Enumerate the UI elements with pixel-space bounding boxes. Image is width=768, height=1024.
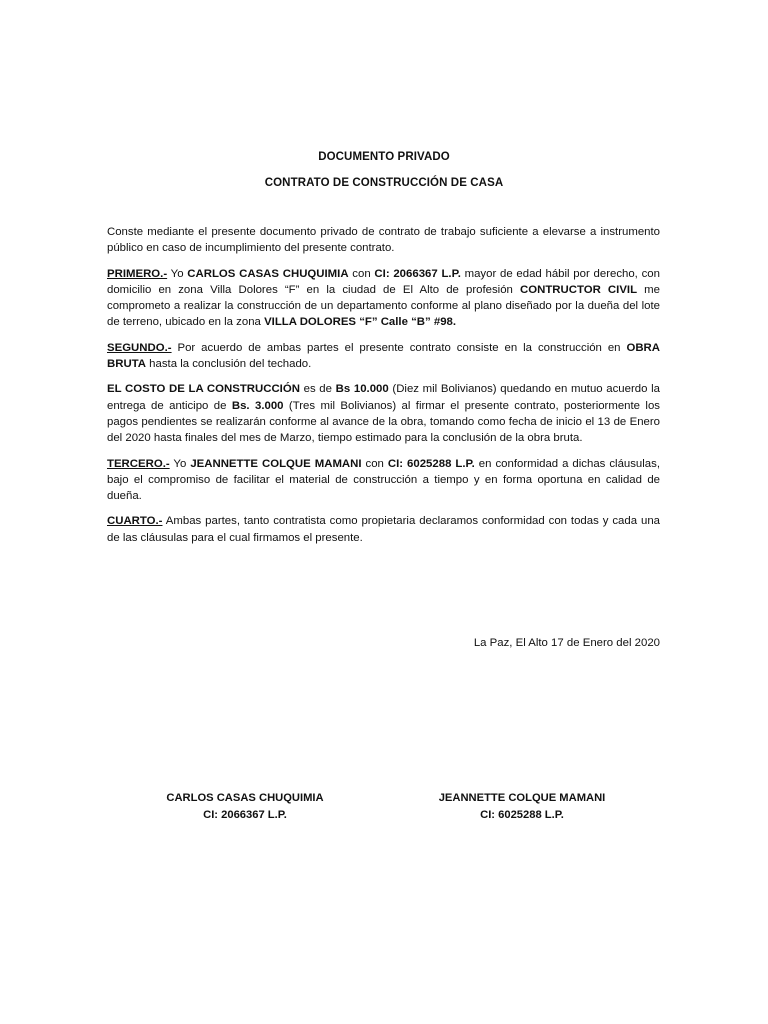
clause-primero-ci: CI: 2066367 L.P. — [374, 267, 461, 280]
signature-block-contractor — [125, 790, 365, 823]
clause-primero-text-2: con — [348, 267, 375, 280]
signature-ci: CI: 6025288 L.P. — [480, 808, 564, 821]
clause-cuarto-text-1: Ambas partes, tanto contratista como propietaria declaramos conformidad con todas y cada una de las cláusulas para el cual firmamos el presente. — [107, 515, 660, 544]
document-title: DOCUMENTO PRIVADO — [318, 151, 450, 163]
clause-tercero-text-2: con — [361, 457, 388, 470]
clause-primero-label: PRIMERO.- — [107, 267, 168, 280]
intro-text: Conste mediante el presente documento privado de contrato de trabajo suficiente a elevarse a instrumento público en caso de incumplimiento del presente contrato. — [107, 226, 660, 255]
clause-costo — [107, 381, 660, 446]
clause-costo-amount: Bs 10.000 — [335, 383, 389, 396]
signature-ci: CI: 2066367 L.P. — [203, 808, 287, 821]
clause-costo-advance: Bs. 3.000 — [231, 399, 284, 412]
clause-tercero-name: JEANNETTE COLQUE MAMANI — [190, 457, 362, 470]
clause-cuarto — [107, 513, 660, 546]
clause-segundo — [107, 340, 660, 373]
clause-segundo-label: SEGUNDO.- — [107, 341, 172, 354]
clause-tercero-ci: CI: 6025288 L.P. — [387, 457, 475, 470]
clause-tercero — [107, 456, 660, 505]
clause-segundo-emphasis: OBRA BRUTA — [107, 341, 660, 371]
clause-tercero-label: TERCERO.- — [107, 457, 170, 470]
clause-segundo-text-1: Por acuerdo de ambas partes el presente contrato consiste en la construcción en — [171, 341, 627, 354]
document-body — [107, 224, 660, 555]
clause-costo-lead: EL COSTO DE LA CONSTRUCCIÓN — [107, 383, 300, 396]
signature-block-owner — [402, 790, 642, 823]
clause-primero — [107, 266, 660, 331]
clause-segundo-text-2: hasta la conclusión del techado. — [146, 358, 312, 371]
clause-primero-text-3: mayor de edad hábil por derecho, con domicilio en zona Villa Dolores “F” en la ciudad de El Alto de profesión — [107, 267, 660, 296]
clause-tercero-text-3: en conformidad a dichas cláusulas, bajo el compromiso de facilitar el material de construcción a tiempo y en forma oportuna en calidad de dueña. — [107, 457, 660, 503]
signature-name: CARLOS CASAS CHUQUIMIA — [166, 792, 324, 804]
place-date: La Paz, El Alto 17 de Enero del 2020 — [473, 637, 660, 649]
clause-primero-name: CARLOS CASAS CHUQUIMIA — [187, 267, 349, 280]
document-subtitle: CONTRATO DE CONSTRUCCIÓN DE CASA — [264, 177, 504, 189]
clause-costo-text-1: es de — [299, 383, 336, 396]
clause-cuarto-label: CUARTO.- — [107, 515, 163, 528]
clause-primero-text-1: Yo — [167, 267, 188, 280]
clause-primero-location: VILLA DOLORES “F” Calle “B” #98. — [264, 316, 457, 329]
clause-costo-text-3: (Tres mil Bolivianos) al firmar el presente contrato, posteriormente los pagos pendientes se realizarán conforme al avance de la obra, tomando como fecha de inicio el 13 de Enero del 2020 hasta finales del mes de Marzo, tiempo estimado para la conclusión de la obra bruta. — [107, 399, 660, 445]
clause-tercero-text-1: Yo — [169, 457, 191, 470]
clause-costo-text-2: (Diez mil Bolivianos) quedando en mutuo acuerdo la entrega de anticipo de — [107, 383, 660, 412]
clause-primero-text-4: me comprometo a realizar la construcción de un departamento conforme al plano diseñado por la dueña del lote de terreno, ubicado en la zona — [107, 283, 660, 329]
signature-name: JEANNETTE COLQUE MAMANI — [438, 792, 606, 804]
clause-primero-profession: CONTRUCTOR CIVIL — [520, 283, 638, 296]
intro-paragraph — [107, 224, 660, 257]
